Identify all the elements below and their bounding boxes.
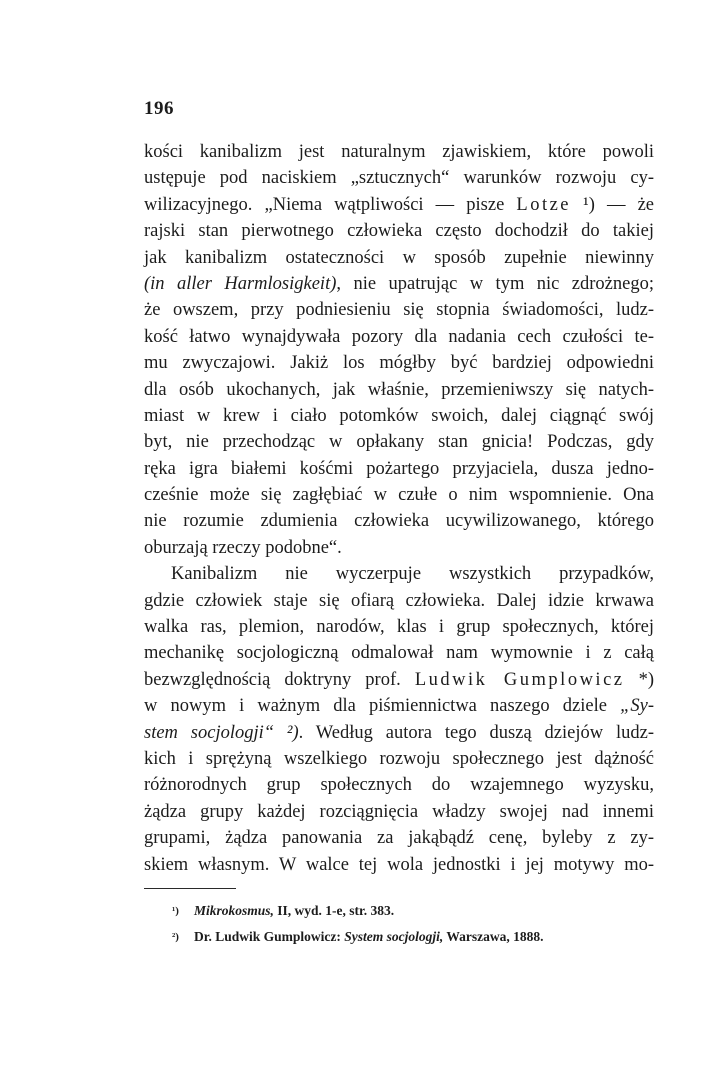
footnote-details: Warszawa, 1888. — [443, 929, 544, 944]
footnote-title: Mikrokosmus, — [194, 903, 274, 918]
text-line — [144, 772, 654, 798]
text-run: ustępuje pod naciskiem „sztucznych“ warunków rozwoju cy- — [144, 168, 654, 189]
text-line — [144, 245, 654, 271]
text-run: . Według autora tego duszą dziejów ludz- — [298, 722, 654, 743]
footnote-separator — [144, 888, 236, 889]
text-run: oburzają rzeczy podobne“. — [144, 537, 342, 558]
text-run: mechanikę socjologiczną odmalował nam wymownie i z całą — [144, 643, 654, 664]
text-line — [144, 377, 654, 403]
text-run: skiem własnym. W walce tej wola jednostki i jej motywy mo- — [144, 854, 654, 875]
text-run: w nowym i ważnym dla piśmiennictwa naszego dziele — [144, 696, 621, 717]
text-line — [144, 614, 654, 640]
text-line — [144, 640, 654, 666]
text-run: kość łatwo wynajdywała pozory dla nadania cech czułości te- — [144, 326, 654, 347]
footnote — [172, 898, 642, 924]
text-run: byt, nie przechodząc w opłakany stan gnicia! Podczas, gdy — [144, 432, 654, 453]
text-run: , nie upatrując w tym nic zdrożnego; — [336, 273, 654, 294]
footnote-author: Dr. Ludwik Gumplowicz: — [194, 929, 345, 944]
text-run: gdzie człowiek staje się ofiarą człowieka. Dalej idzie krwawa — [144, 590, 654, 611]
text-run: żądza grupy każdej rozciągnięcia władzy swojej nad innemi — [144, 801, 654, 822]
text-run: miast w krew i ciało potomków swoich, dalej ciągnąć swój — [144, 405, 654, 426]
footnote-title: System socjologji, — [344, 929, 444, 944]
text-run: że owszem, przy podniesieniu się stopnia świadomości, ludz- — [144, 300, 654, 321]
text-line — [144, 139, 654, 165]
text-line — [144, 693, 654, 719]
text-line — [144, 165, 654, 191]
footnotes — [172, 898, 642, 950]
italic-text: (in aller Harmlosigkeit) — [144, 273, 337, 294]
text-line — [144, 403, 654, 429]
text-run: *) — [624, 669, 654, 690]
text-line — [144, 852, 654, 878]
text-line — [144, 324, 654, 350]
text-run: mu zwyczajowi. Jakiż los mógłby być bardziej odpowiedni — [144, 353, 654, 374]
text-run: kości kanibalizm jest naturalnym zjawiskiem, które powoli — [144, 142, 654, 162]
text-run: różnorodnych grup społecznych do wzajemnego wyzysku, — [144, 775, 654, 796]
text-line — [144, 350, 654, 376]
text-line — [144, 297, 654, 323]
page-number: 196 — [144, 98, 174, 119]
footnote-marker: ²) — [172, 931, 179, 943]
text-line — [144, 720, 654, 746]
text-line — [144, 456, 654, 482]
text-run: dla osób ukochanych, jak właśnie, przemieniwszy się natych- — [144, 379, 654, 400]
footnote-marker: ¹) — [172, 905, 179, 917]
text-run: Kanibalizm nie wyczerpuje wszystkich przypadków, — [171, 564, 654, 585]
text-line — [144, 271, 654, 297]
footnote — [172, 924, 642, 950]
body-text — [144, 139, 654, 878]
text-run: grupami, żądza panowania za jakąbądź cenę, byleby z zy- — [144, 828, 654, 849]
text-line — [144, 192, 654, 218]
text-line — [144, 667, 654, 693]
text-line — [144, 746, 654, 772]
italic-text: „Sy- — [620, 696, 654, 717]
text-line — [144, 825, 654, 851]
text-line — [144, 218, 654, 244]
text-line — [144, 535, 654, 561]
spaced-name: Lotze — [516, 194, 572, 215]
text-run: kich i sprężyną wszelkiego rozwoju społecznego jest dążność — [144, 748, 654, 769]
text-line — [144, 561, 654, 587]
text-line — [144, 588, 654, 614]
text-run: jak kanibalizm ostateczności w sposób zupełnie niewinny — [144, 247, 654, 268]
text-line — [144, 429, 654, 455]
spaced-name: Ludwik Gumplowicz — [414, 669, 625, 690]
text-run: rajski stan pierwotnego człowieka często dochodził do takiej — [144, 221, 654, 242]
text-run: ręka igra białemi kośćmi pożartego przyjaciela, dusza jedno- — [144, 458, 654, 479]
text-run: walka ras, plemion, narodów, klas i grup społecznych, której — [144, 617, 654, 638]
text-run: cześnie może się zagłębiać w czułe o nim wspomnienie. Ona — [144, 485, 654, 506]
text-run: nie rozumie zdumienia człowieka ucywilizowanego, którego — [144, 511, 654, 532]
text-line — [144, 508, 654, 534]
text-line — [144, 799, 654, 825]
text-line — [144, 482, 654, 508]
text-run: ¹) — że — [571, 194, 655, 215]
footnote-details: II, wyd. 1-e, str. 383. — [273, 903, 395, 918]
italic-text: stem socjologji“ ²) — [144, 722, 299, 743]
text-run: wilizacyjnego. „Niema wątpliwości — pisze — [144, 194, 517, 215]
text-run: bezwzględnością doktryny prof. — [144, 669, 415, 690]
